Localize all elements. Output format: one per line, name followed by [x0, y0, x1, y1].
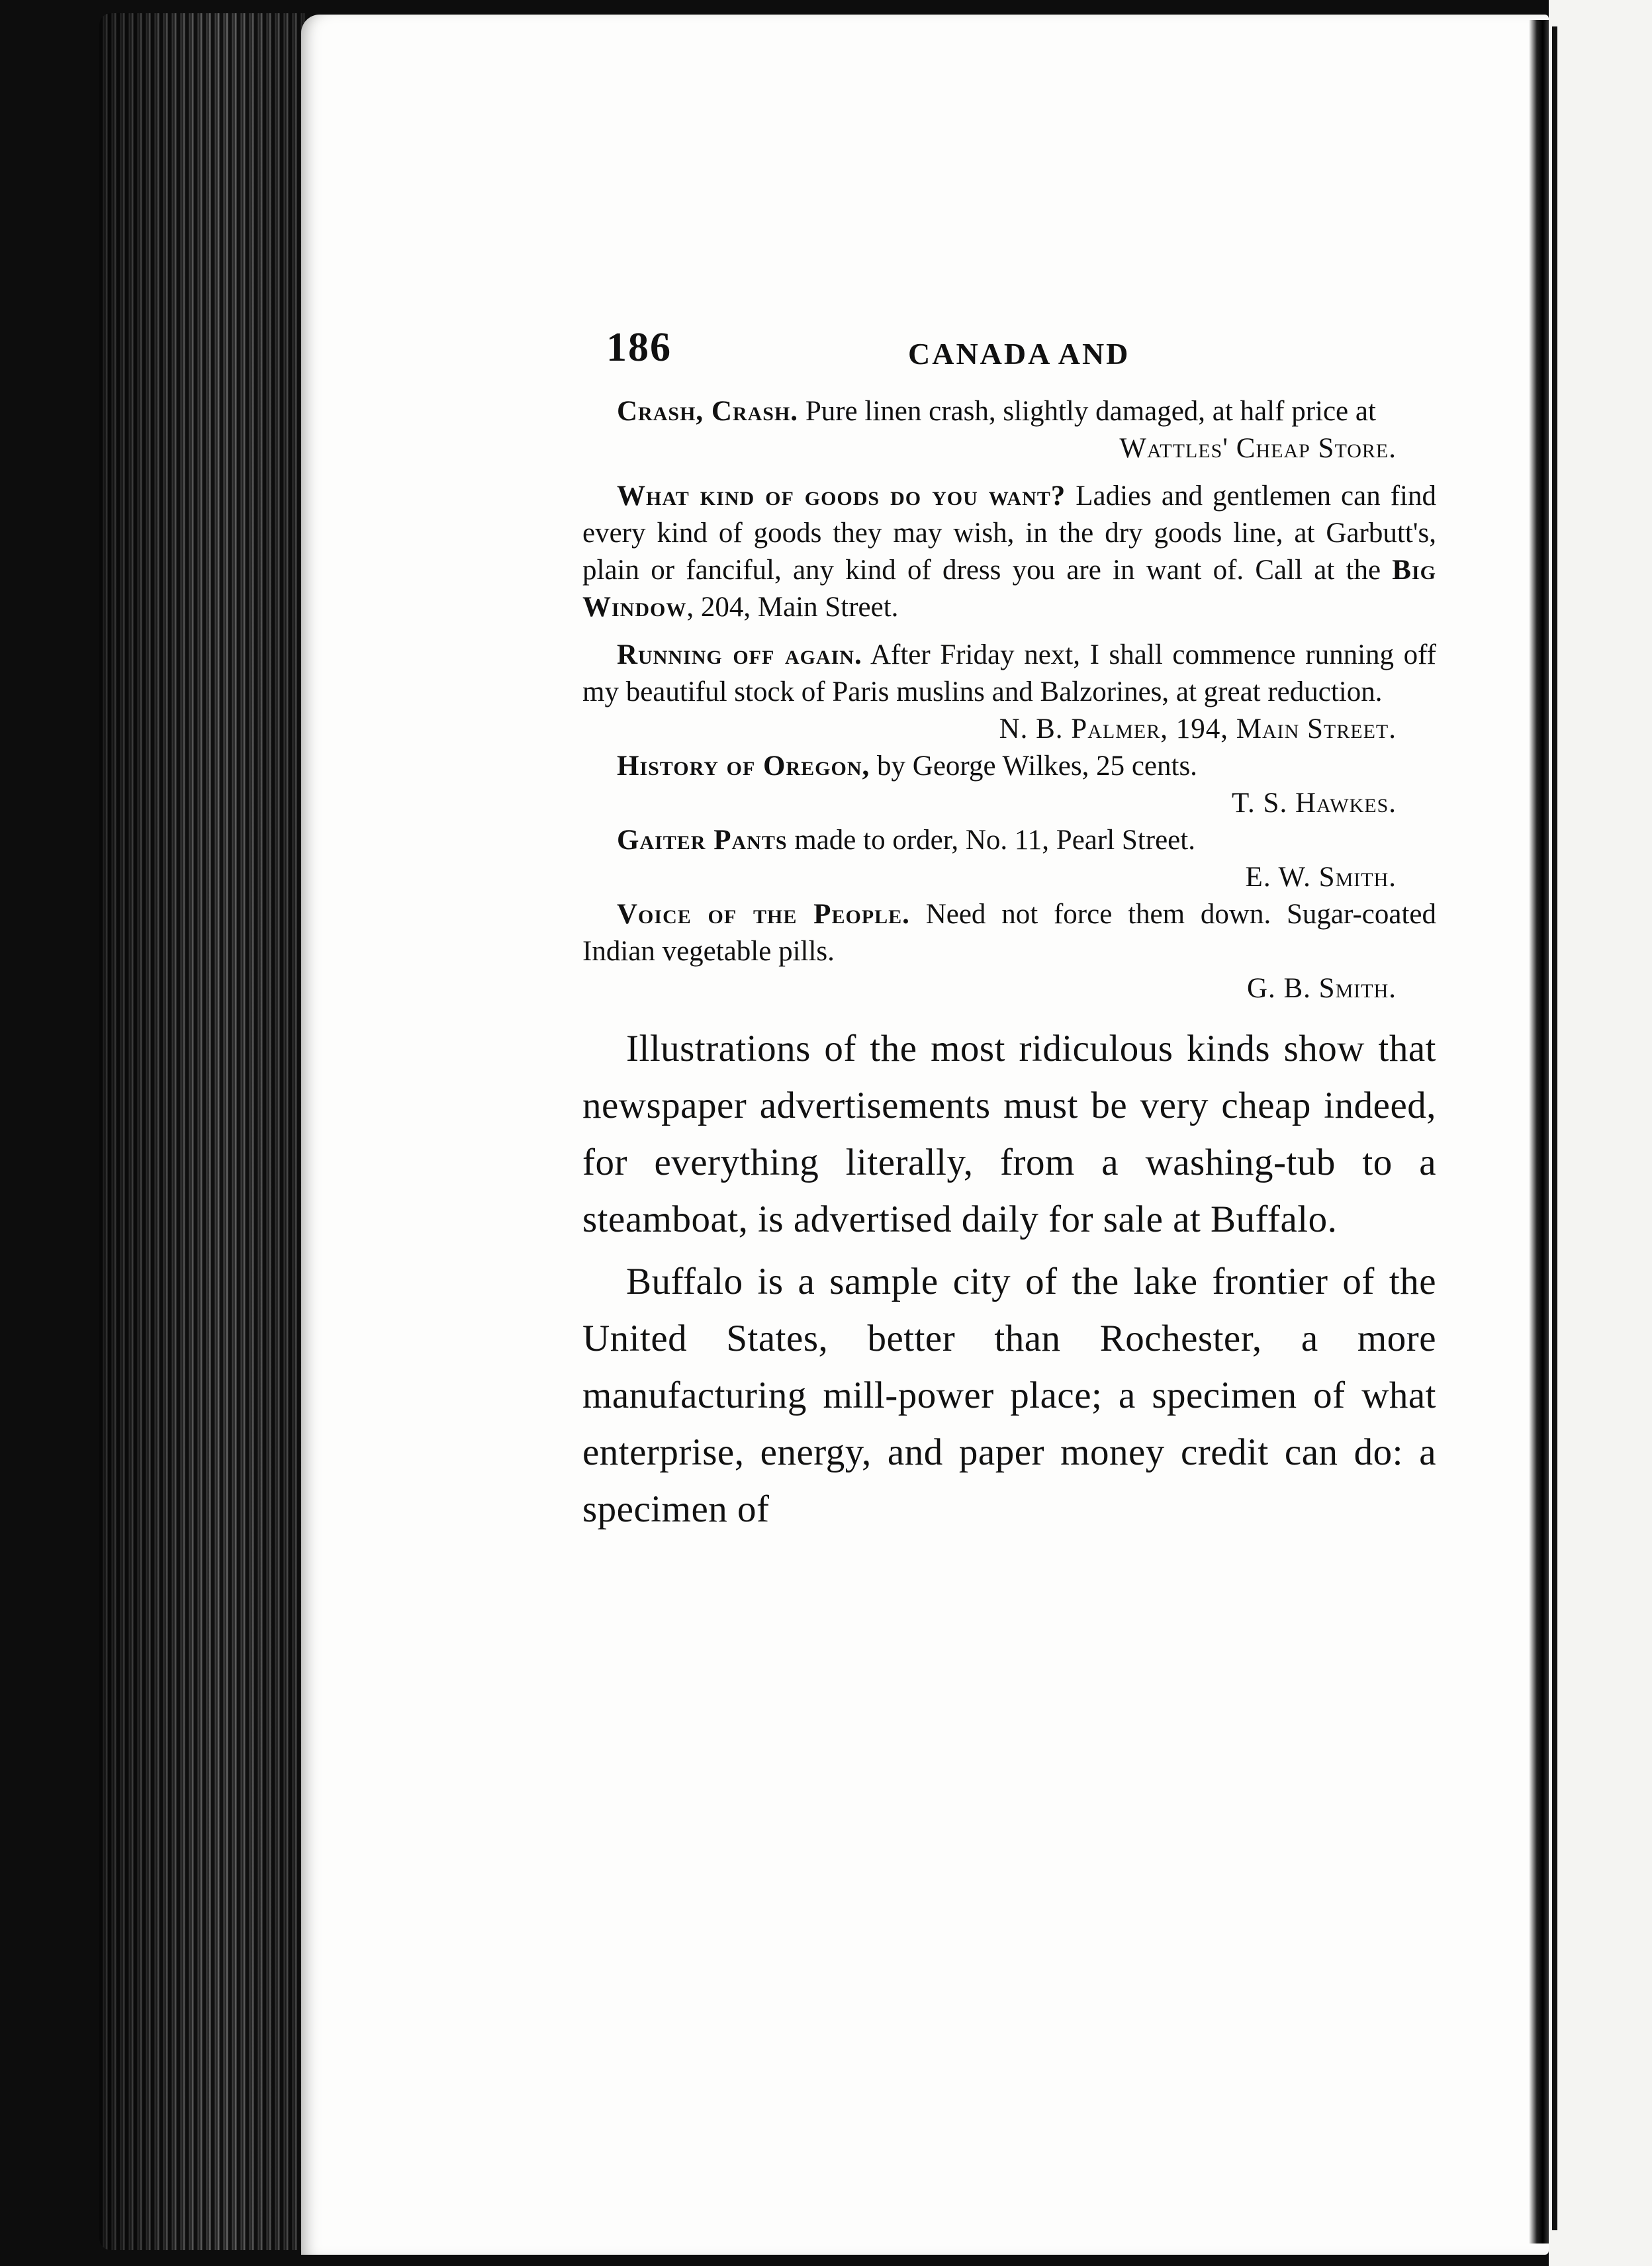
advertisement-signature: G. B. Smith. — [1246, 973, 1397, 1004]
body-text — [582, 1020, 1436, 1538]
advertisement-list — [582, 393, 1436, 1007]
advertisement-signature: T. S. Hawkes. — [1231, 788, 1397, 819]
advertisement-heading: History of Oregon, — [617, 750, 870, 782]
advertisement-heading: What kind of goods do you want? — [617, 480, 1066, 512]
advertisement — [582, 637, 1436, 748]
advertisement-text: Pure linen crash, slightly damaged, at half price at — [798, 396, 1376, 427]
advertisement-text: by George Wilkes, 25 cents. — [870, 750, 1197, 782]
advertisement-signature: N. B. Palmer, 194, Main Street. — [999, 713, 1397, 745]
page-number: 186 — [606, 325, 672, 370]
running-head — [582, 324, 1436, 384]
facing-page-margin — [1549, 0, 1652, 2266]
advertisement-text: Need not force them down. Sugar-coated Indian vegetable pills. — [582, 899, 1436, 967]
advertisement — [582, 822, 1436, 896]
page-content — [582, 324, 1436, 1538]
advertisement-heading: Gaiter Pants — [617, 825, 788, 856]
advertisement-heading: Crash, Crash. — [617, 396, 799, 427]
advertisement-heading: Voice of the People. — [617, 899, 910, 930]
advertisement-heading: Running off again. — [617, 639, 862, 670]
running-title: CANADA AND — [908, 337, 1130, 371]
advertisement-text: Ladies and gentlemen can find every kind of goods they may wish, in the dry goods line, at Garbutt's, plain or fanciful, any kind of dress you are in want of. Call at the — [582, 480, 1436, 586]
advertisement — [582, 393, 1436, 467]
advertisement — [582, 478, 1436, 626]
advertisement-signature: Wattles' Cheap Store. — [1119, 433, 1397, 464]
body-paragraph: Illustrations of the most ridiculous kinds show that newspaper advertisements must be very cheap indeed, for everything literally, from a washing-tub to a steamboat, is advertised daily for sale at Buffalo. — [582, 1028, 1436, 1240]
advertisement-text: made to order, No. 11, Pearl Street. — [787, 825, 1195, 856]
advertisement-text: , 204, Main Street. — [686, 592, 899, 623]
binding-line — [1552, 26, 1557, 2230]
body-paragraph: Buffalo is a sample city of the lake frontier of the United States, better than Rochester, a more manufacturing mill-power place; a specimen of what enterprise, energy, and paper money credit can do: a specimen of — [582, 1261, 1436, 1530]
advertisement-signature: E. W. Smith. — [1245, 862, 1397, 893]
advertisement-emphasis: Big Window — [582, 555, 1436, 623]
advertisement-text: After Friday next, I shall commence running off my beautiful stock of Paris muslins and Balzorines, at great reduction. — [582, 639, 1437, 707]
page-edges-shadow — [99, 13, 304, 2250]
advertisement — [582, 896, 1436, 1007]
page-right-edge — [1529, 20, 1549, 2243]
advertisement — [582, 748, 1436, 822]
